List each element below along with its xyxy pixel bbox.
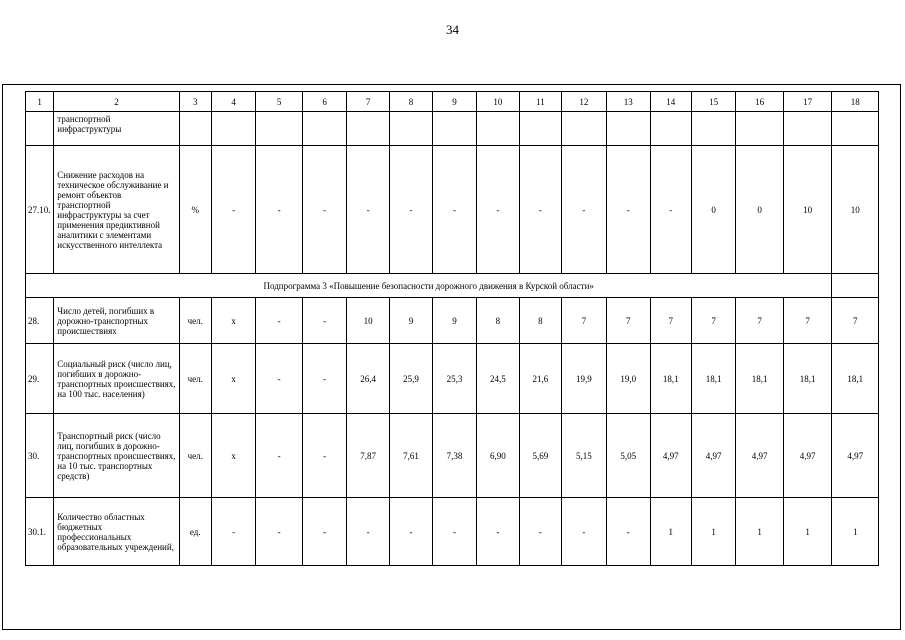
column-number-cell: 18	[832, 92, 879, 112]
unit-cell: чел.	[179, 344, 211, 414]
value-cell: 1	[691, 498, 735, 566]
value-cell: 7	[736, 298, 784, 344]
row-number-cell: 30.	[26, 414, 54, 498]
page-number: 34	[446, 22, 459, 37]
value-cell: -	[607, 146, 650, 274]
column-number-cell: 12	[561, 92, 606, 112]
value-cell: -	[211, 498, 255, 566]
value-cell: 4,97	[650, 414, 691, 498]
value-cell: 8	[520, 298, 561, 344]
value-cell: 25,3	[433, 344, 476, 414]
value-cell: 7	[832, 298, 879, 344]
indicator-name-cell: Снижение расходов на техническое обслуживание и ремонт объектов транспортной инфраструктуры за счет применения предиктивной аналитики с элементами искусственного интеллекта	[54, 146, 179, 274]
value-cell	[520, 112, 561, 146]
column-number-cell: 2	[54, 92, 179, 112]
value-cell	[211, 112, 255, 146]
value-cell: -	[433, 498, 476, 566]
subprogram-title: Подпрограмма 3 «Повышение безопасности дорожного движения в Курской области»	[26, 274, 832, 298]
table-row	[26, 298, 879, 344]
value-cell: -	[256, 344, 302, 414]
unit-cell: чел.	[179, 414, 211, 498]
value-cell: 7,61	[389, 414, 432, 498]
value-cell: -	[302, 298, 346, 344]
table-row	[26, 498, 879, 566]
column-number-row	[26, 92, 879, 112]
value-cell: -	[433, 146, 476, 274]
value-cell: -	[520, 498, 561, 566]
value-cell: 4,97	[832, 414, 879, 498]
column-number-cell: 10	[476, 92, 519, 112]
value-cell: 5,15	[561, 414, 606, 498]
column-number-cell: 6	[302, 92, 346, 112]
value-cell	[650, 112, 691, 146]
value-cell	[783, 112, 832, 146]
row-number-cell: 29.	[26, 344, 54, 414]
value-cell: -	[347, 498, 389, 566]
value-cell: 25,9	[389, 344, 432, 414]
value-cell: -	[561, 498, 606, 566]
value-cell: 10	[783, 146, 832, 274]
value-cell: 7,38	[433, 414, 476, 498]
value-cell: -	[389, 498, 432, 566]
value-cell: 7	[561, 298, 606, 344]
value-cell: 7	[783, 298, 832, 344]
value-cell: -	[607, 498, 650, 566]
column-number-cell: 15	[691, 92, 735, 112]
row-number-cell: 30.1.	[26, 498, 54, 566]
value-cell: 19,9	[561, 344, 606, 414]
value-cell: 8	[476, 298, 519, 344]
value-cell: 18,1	[650, 344, 691, 414]
value-cell: -	[302, 146, 346, 274]
value-cell: 1	[650, 498, 691, 566]
column-number-cell: 14	[650, 92, 691, 112]
value-cell	[561, 112, 606, 146]
indicator-name-cell: Социальный риск (число лиц, погибших в дорожно-транспортных происшествиях, на 100 тыс. населения)	[54, 344, 179, 414]
value-cell: -	[256, 298, 302, 344]
table-row	[26, 414, 879, 498]
column-number-cell: 13	[607, 92, 650, 112]
value-cell: 24,5	[476, 344, 519, 414]
value-cell: 18,1	[691, 344, 735, 414]
value-cell: 4,97	[691, 414, 735, 498]
value-cell: 21,6	[520, 344, 561, 414]
value-cell	[736, 112, 784, 146]
value-cell: х	[211, 344, 255, 414]
value-cell: 0	[736, 146, 784, 274]
unit-cell: чел.	[179, 298, 211, 344]
subprogram-row	[26, 274, 879, 298]
value-cell: -	[256, 146, 302, 274]
value-cell: 18,1	[832, 344, 879, 414]
column-number-cell: 16	[736, 92, 784, 112]
column-number-cell: 8	[389, 92, 432, 112]
value-cell: 9	[433, 298, 476, 344]
value-cell: -	[302, 498, 346, 566]
value-cell: 6,90	[476, 414, 519, 498]
value-cell	[433, 112, 476, 146]
column-number-cell: 3	[179, 92, 211, 112]
value-cell	[691, 112, 735, 146]
value-cell: -	[389, 146, 432, 274]
value-cell: -	[561, 146, 606, 274]
value-cell	[256, 112, 302, 146]
column-number-cell: 17	[783, 92, 832, 112]
value-cell: 4,97	[736, 414, 784, 498]
value-cell: -	[302, 414, 346, 498]
value-cell: х	[211, 414, 255, 498]
value-cell: -	[520, 146, 561, 274]
value-cell: 18,1	[736, 344, 784, 414]
value-cell: х	[211, 298, 255, 344]
value-cell: -	[211, 146, 255, 274]
value-cell: 7,87	[347, 414, 389, 498]
table-row	[26, 112, 879, 146]
value-cell: -	[650, 146, 691, 274]
value-cell	[347, 112, 389, 146]
value-cell	[476, 112, 519, 146]
value-cell: 5,05	[607, 414, 650, 498]
value-cell: -	[256, 498, 302, 566]
unit-cell	[179, 112, 211, 146]
indicator-name-cell: транспортной инфраструктуры	[54, 112, 179, 146]
table-row	[26, 344, 879, 414]
value-cell: -	[476, 498, 519, 566]
value-cell: 7	[691, 298, 735, 344]
indicator-name-cell: Число детей, погибших в дорожно-транспортных происшествиях	[54, 298, 179, 344]
indicator-table	[25, 91, 879, 566]
indicator-name-cell: Транспортный риск (число лиц, погибших в дорожно-транспортных происшествиях, на 10 тыс. транспортных средств)	[54, 414, 179, 498]
value-cell: 0	[691, 146, 735, 274]
value-cell: -	[302, 344, 346, 414]
value-cell: -	[476, 146, 519, 274]
value-cell: 26,4	[347, 344, 389, 414]
row-number-cell	[26, 112, 54, 146]
value-cell: 9	[389, 298, 432, 344]
value-cell: -	[256, 414, 302, 498]
unit-cell: ед.	[179, 498, 211, 566]
value-cell: 18,1	[783, 344, 832, 414]
row-number-cell: 27.10.	[26, 146, 54, 274]
value-cell: 1	[832, 498, 879, 566]
column-number-cell: 4	[211, 92, 255, 112]
value-cell: 7	[607, 298, 650, 344]
table-row	[26, 146, 879, 274]
table-cell	[832, 274, 879, 298]
indicator-name-cell: Количество областных бюджетных профессиональных образовательных учреждений,	[54, 498, 179, 566]
value-cell: 10	[832, 146, 879, 274]
column-number-cell: 11	[520, 92, 561, 112]
value-cell: 19,0	[607, 344, 650, 414]
value-cell: 5,69	[520, 414, 561, 498]
value-cell: 4,97	[783, 414, 832, 498]
table-body	[26, 92, 879, 566]
value-cell: -	[347, 146, 389, 274]
value-cell: 1	[783, 498, 832, 566]
column-number-cell: 5	[256, 92, 302, 112]
value-cell	[302, 112, 346, 146]
column-number-cell: 9	[433, 92, 476, 112]
unit-cell: %	[179, 146, 211, 274]
value-cell: 1	[736, 498, 784, 566]
row-number-cell: 28.	[26, 298, 54, 344]
value-cell: 7	[650, 298, 691, 344]
column-number-cell: 1	[26, 92, 54, 112]
value-cell	[832, 112, 879, 146]
column-number-cell: 7	[347, 92, 389, 112]
value-cell: 10	[347, 298, 389, 344]
value-cell	[607, 112, 650, 146]
value-cell	[389, 112, 432, 146]
